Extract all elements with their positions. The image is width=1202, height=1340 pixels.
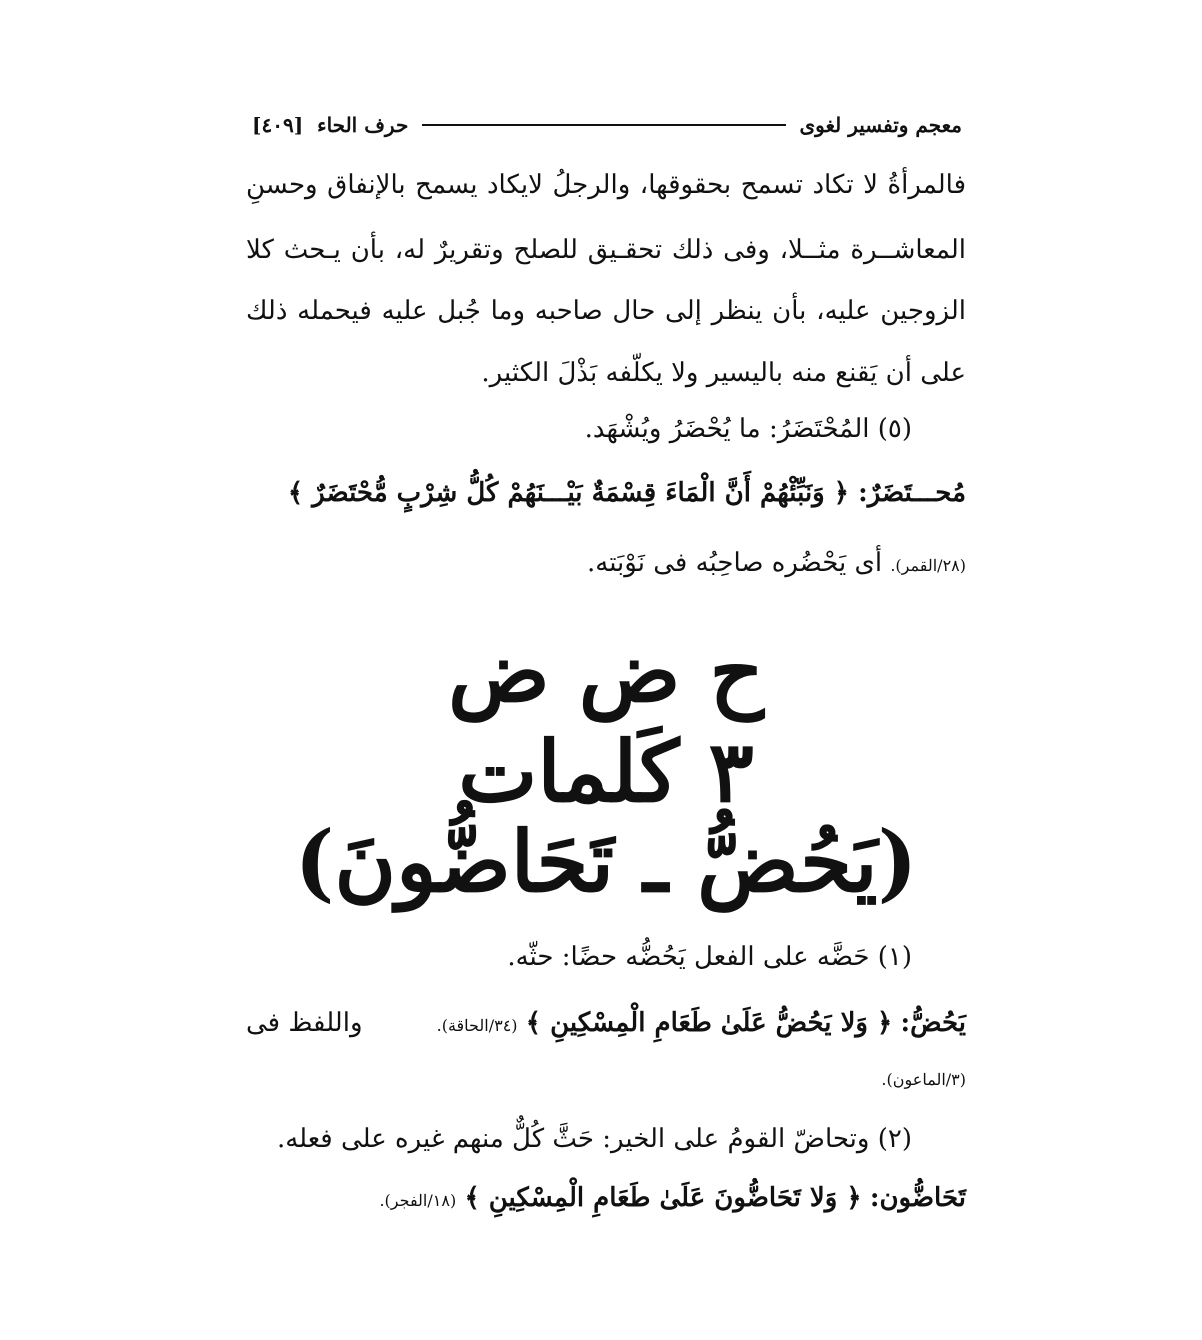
note-text: واللفظ فى xyxy=(246,1008,363,1038)
quran-verse: ﴿ وَلا يَحُضُّ عَلَىٰ طَعَامِ الْمِسْكِينِ ﴾ xyxy=(525,1008,893,1038)
book-title: معجم وتفسير لغوى xyxy=(799,113,962,137)
entry-definition: (٥) المُحْتَضَرُ: ما يُحْضَرُ ويُشْهَد. xyxy=(584,414,912,444)
paragraph-line: الزوجين عليه، بأن ينظر إلى حال صاحبه وما جُبل عليه فيحمله ذلك xyxy=(246,296,966,326)
running-header xyxy=(252,110,962,140)
explanation: أى يَحْضُره صاحِبُه فى نَوْبَته. xyxy=(587,548,883,578)
entry-word: مُحـــتَضَرٌ: xyxy=(858,478,966,508)
entry-definition: (١) حَضَّه على الفعل يَحُضُّه حضًا: حثّه. xyxy=(507,942,912,972)
entry-word: يَحُضُّ: xyxy=(900,1008,966,1038)
root-letters: ح ض ض xyxy=(448,622,764,721)
word-count: ٣ كَلمات xyxy=(458,722,754,821)
verse-reference: (٢٨/القمر). xyxy=(890,556,966,575)
entry-quote-line xyxy=(246,1183,966,1213)
entry-definition: (٢) وتحاضّ القومُ على الخير: حَثَّ كُلٌّ منهم غيره على فعله. xyxy=(276,1124,912,1154)
verse-reference: (١٨/الفجر). xyxy=(379,1191,457,1210)
verse-reference: (٣/الماعون). xyxy=(881,1070,966,1089)
entry-quote-line xyxy=(246,478,966,508)
paragraph-line: المعاشــرة مثــلا، وفى ذلك تحقـيق للصلح وتقريرٌ له، بأن يـحث كلا xyxy=(246,235,966,265)
paragraph-line: فالمرأةُ لا تكاد تسمح بحقوقها، والرجلُ لايكاد يسمح بالإنفاق وحسنِ xyxy=(246,170,966,200)
paragraph-line: على أن يَقنع منه باليسير ولا يكلّفه بَذْلَ الكثير. xyxy=(481,358,966,388)
verse-reference: (٣٤/الحاقة). xyxy=(436,1016,518,1035)
quran-verse: ﴿ وَلا تَحَاضُّونَ عَلَىٰ طَعَامِ الْمِسْكِينِ ﴾ xyxy=(464,1183,862,1213)
page-number: [٤٠٩] xyxy=(252,113,304,137)
section-name: حرف الحاء xyxy=(317,113,409,137)
entry-explanation-line xyxy=(246,548,966,578)
entry-quote-line xyxy=(246,1008,966,1038)
root-words: (يَحُضُّ ـ تَحَاضُّونَ) xyxy=(294,812,918,911)
header-rule xyxy=(422,124,785,126)
entry-word: تَحَاضُّون: xyxy=(869,1183,966,1213)
quran-verse: ﴿ وَنَبِّئْهُمْ أَنَّ الْمَاءَ قِسْمَةٌ بَيْـــنَهُمْ كُلُّ شِرْبٍ مُّحْتَضَرٌ ﴾ xyxy=(287,478,850,508)
